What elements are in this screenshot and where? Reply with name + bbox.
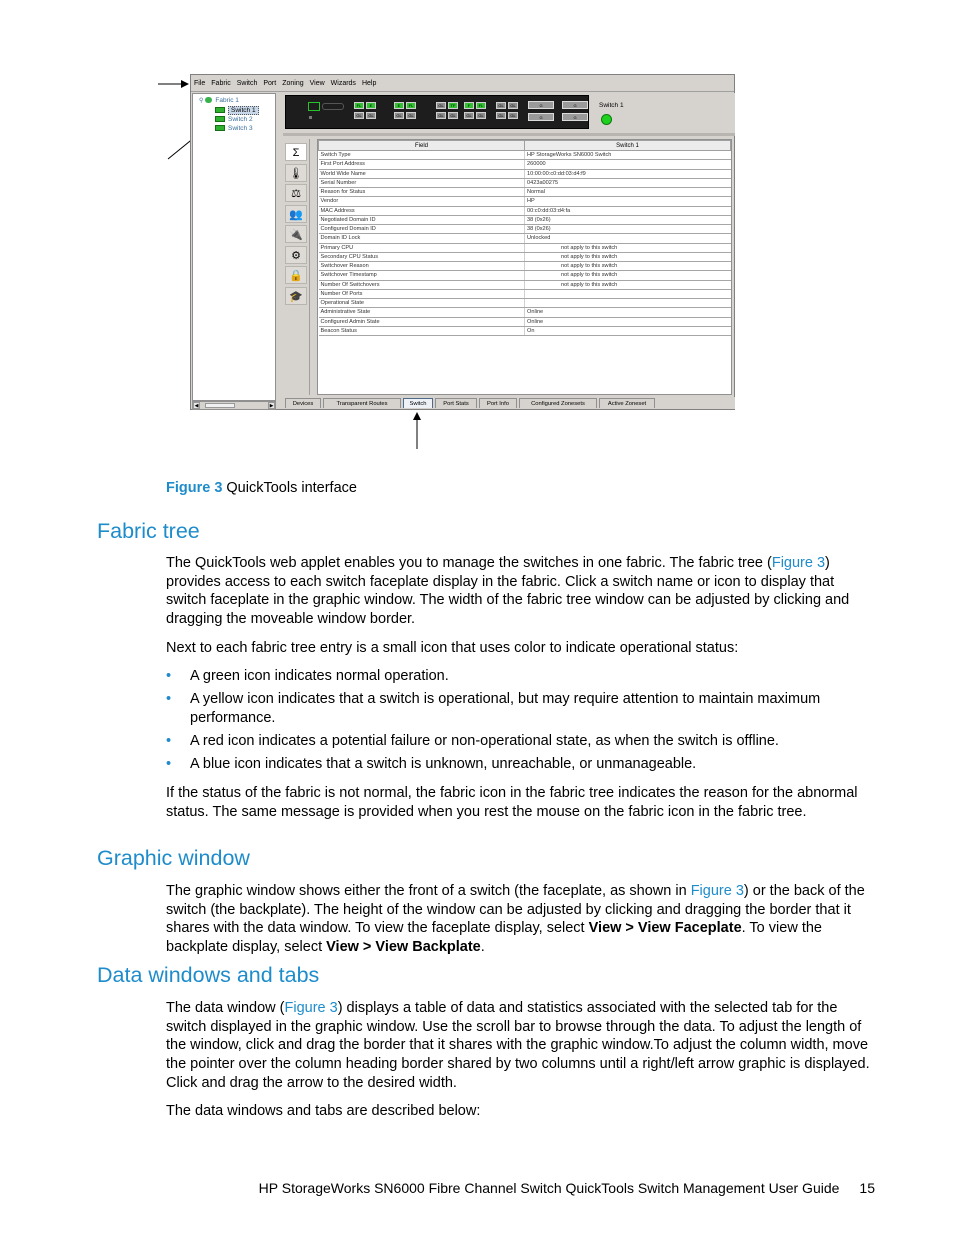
field-name: Vendor — [319, 197, 525, 206]
field-value: 38 (0x26) — [525, 225, 731, 234]
table-row[interactable] — [319, 271, 731, 280]
graphic-window — [283, 93, 735, 136]
field-value: HP StorageWorks SN6000 Switch — [525, 151, 731, 160]
switch-label: Switch 3 — [228, 125, 253, 132]
fabric-label: Fabric 1 — [215, 97, 239, 104]
menu-item-zoning[interactable]: Zoning — [282, 80, 304, 87]
figure-link[interactable]: Figure 3 — [771, 555, 826, 571]
table-row[interactable] — [319, 206, 731, 215]
field-name: Negotiated Domain ID — [319, 215, 525, 224]
table-row[interactable] — [319, 234, 731, 243]
port-bottom-2[interactable]: GL — [394, 112, 404, 119]
tree-switch-3[interactable] — [215, 125, 253, 132]
data-windows-paragraph-1: The data window (Figure 3) displays a table of data and statistics associated with the selected tab for the switch displayed in the graphic window. Use the scroll bar to browse through the data. To adjust the length of the window, click and drag the border that it shares with the graphic window.To adjust the column width, move the pointer over the column heading border shared by two columns until a right/left arrow graphic is displayed. Click and drag the arrow to the desired width. — [166, 1000, 870, 1091]
field-value: On — [525, 326, 731, 335]
table-row[interactable] — [319, 252, 731, 261]
page-footer — [259, 1180, 875, 1196]
port-bottom-5[interactable]: GL — [448, 112, 458, 119]
sfp-port-2[interactable]: G — [528, 113, 554, 121]
table-row[interactable] — [319, 317, 731, 326]
figure-caption — [166, 480, 357, 496]
field-value: 0423a00275 — [525, 178, 731, 187]
table-row[interactable] — [319, 225, 731, 234]
graduation-icon[interactable]: 🎓 — [285, 287, 307, 305]
tab-port-info[interactable]: Port Info — [479, 398, 517, 408]
field-name: Switchover Reason — [319, 262, 525, 271]
switch-faceplate[interactable] — [285, 95, 589, 129]
tab-transparent-routes[interactable]: Transparent Routes — [323, 398, 401, 408]
bullet-icon: • — [166, 756, 172, 773]
field-name: Secondary CPU Status — [319, 252, 525, 261]
port-top-0[interactable]: FL — [354, 102, 364, 109]
port-top-4[interactable]: GL — [436, 102, 446, 109]
network-icon[interactable]: 🔌 — [285, 225, 307, 243]
mgmt-port-icon — [308, 102, 320, 111]
menu-item-wizards[interactable]: Wizards — [330, 80, 356, 87]
port-bottom-7[interactable]: GL — [476, 112, 486, 119]
field-name: First Port Address — [319, 160, 525, 169]
bullet-icon: • — [166, 691, 172, 708]
field-value: Online — [525, 317, 731, 326]
list-item: • A red icon indicates a potential failure or non-operational state, as when the switch is offline. — [166, 733, 779, 750]
figure-link[interactable]: Figure 3 — [690, 883, 744, 899]
menu-path: View > View Backplate — [326, 939, 481, 956]
graphic-window-paragraph: The graphic window shows either the front of a switch (the faceplate, as shown in Figure 3) or the back of the switch (the backplate). The height of the window can be adjusted by clicking and dragging the border that it shares with the data window. To view the faceplate display, select View > View Faceplate. To view the backplate display, select View > View Backplate. — [166, 883, 865, 956]
switch-status-icon — [215, 116, 225, 122]
bullet-icon: • — [166, 733, 172, 750]
figure-3 — [0, 0, 954, 470]
data-icon-bar — [283, 139, 310, 395]
port-bottom-0[interactable]: GL — [354, 112, 364, 119]
tab-port-stats[interactable]: Port Stats — [435, 398, 477, 408]
list-item: • A blue icon indicates that a switch is unknown, unreachable, or unmanageable. — [166, 756, 697, 773]
port-top-6[interactable]: F — [464, 102, 474, 109]
field-name: Administrative State — [319, 308, 525, 317]
menu-path: View > View Faceplate — [588, 920, 742, 937]
fabric-tree-paragraph-2: Next to each fabric tree entry is a small icon that uses color to indicate operational status: — [166, 640, 739, 656]
fan-icon[interactable]: ⚖ — [285, 184, 307, 202]
switch-status-led — [601, 114, 612, 125]
field-value: Unlocked — [525, 234, 731, 243]
port-bottom-1[interactable]: GL — [366, 112, 376, 119]
tree-expand-icon[interactable]: ⚲ — [199, 98, 204, 104]
menu-item-port[interactable]: Port — [263, 80, 277, 87]
tab-bar — [283, 397, 735, 409]
data-window[interactable] — [317, 139, 732, 395]
field-name: Number Of Ports — [319, 289, 525, 298]
table-row[interactable] — [319, 178, 731, 187]
page-number: 15 — [859, 1180, 875, 1196]
field-name: Operational State — [319, 299, 525, 308]
field-value: not apply to this switch — [525, 243, 731, 252]
heading-fabric-tree: Fabric tree — [97, 519, 200, 543]
thermometer-icon[interactable]: 🌡 — [285, 164, 307, 182]
field-name: World Wide Name — [319, 169, 525, 178]
field-value: 260000 — [525, 160, 731, 169]
fabric-tree-paragraph-3: If the status of the fabric is not normal, the fabric icon in the fabric tree indicates the reason for the abnormal status. The same message is provided when you rest the mouse on the fabric icon in the fabric tree. — [166, 785, 858, 820]
field-name: Primary CPU — [319, 243, 525, 252]
table-row[interactable] — [319, 197, 731, 206]
field-name: Configured Domain ID — [319, 225, 525, 234]
port-bottom-8[interactable]: GL — [496, 112, 506, 119]
menu-item-file[interactable]: File — [194, 80, 206, 87]
table-row[interactable] — [319, 169, 731, 178]
scroll-thumb[interactable] — [205, 403, 235, 408]
port-top-1[interactable]: E — [366, 102, 376, 109]
heading-graphic-window: Graphic window — [97, 846, 250, 870]
table-row[interactable] — [319, 308, 731, 317]
menu-item-switch[interactable]: Switch — [236, 80, 258, 87]
field-value: not apply to this switch — [525, 252, 731, 261]
field-name: Configured Admin State — [319, 317, 525, 326]
port-top-5[interactable]: TF — [448, 102, 458, 109]
fabric-tree-paragraph-1: The QuickTools web applet enables you to manage the switches in one fabric. The fabric tree (Figure 3) provides access to each switch faceplate display in the fabric. Click a switch name or icon to display that switch faceplate in the graphic window. The width of the fabric tree window can be adjusted by clicking and dragging the moveable window border. — [166, 555, 850, 628]
scroll-left-icon[interactable]: ◀ — [194, 403, 199, 409]
table-row[interactable] — [319, 299, 731, 308]
tree-switch-2[interactable] — [215, 116, 253, 123]
fabric-tree[interactable] — [192, 93, 276, 401]
port-top-3[interactable]: FL — [406, 102, 416, 109]
menu-item-fabric[interactable]: Fabric — [211, 80, 231, 87]
field-value: 38 (0x26) — [525, 215, 731, 224]
field-name: MAC Address — [319, 206, 525, 215]
table-row[interactable] — [319, 188, 731, 197]
reset-icon — [309, 116, 312, 119]
menu-item-view[interactable]: View — [309, 80, 325, 87]
port-top-7[interactable]: FL — [476, 102, 486, 109]
tab-devices[interactable]: Devices — [285, 398, 321, 408]
table-row[interactable] — [319, 215, 731, 224]
faceplate-switch-label: Switch 1 — [599, 102, 624, 109]
tab-active-zoneset[interactable]: Active Zoneset — [599, 398, 655, 408]
figure-title: QuickTools interface — [226, 480, 357, 496]
fabric-status-icon — [205, 97, 212, 103]
heading-data-windows: Data windows and tabs — [97, 963, 320, 987]
field-value: 10:00:00:c0:dd:03:d4:f9 — [525, 169, 731, 178]
figure-label: Figure 3 — [166, 480, 223, 496]
switch-label: Switch 2 — [228, 116, 253, 123]
lock-icon[interactable]: 🔒 — [285, 266, 307, 284]
menu-bar — [191, 75, 734, 92]
list-item: • A yellow icon indicates that a switch is operational, but may require attention to maintain maximum performance. — [166, 691, 821, 726]
port-bottom-4[interactable]: GL — [436, 112, 446, 119]
sfp-port-1[interactable]: G — [562, 101, 588, 109]
sfp-port-0[interactable]: G — [528, 101, 554, 109]
field-name: Switch Type — [319, 151, 525, 160]
table-row[interactable] — [319, 280, 731, 289]
table-row[interactable] — [319, 243, 731, 252]
tree-scrollbar[interactable] — [192, 401, 276, 410]
switch-status-icon — [215, 125, 225, 131]
scroll-right-icon[interactable]: ▶ — [269, 403, 274, 409]
field-name: Domain ID Lock — [319, 234, 525, 243]
footer-title: HP StorageWorks SN6000 Fibre Channel Switch QuickTools Switch Management User Guide — [258, 1180, 840, 1196]
bullet-icon: • — [166, 668, 172, 684]
table-row[interactable] — [319, 151, 731, 160]
tab-switch[interactable]: Switch — [403, 398, 433, 408]
list-item: • A green icon indicates normal operation. — [166, 668, 449, 684]
field-value: not apply to this switch — [525, 280, 731, 289]
fabric-node[interactable] — [199, 97, 239, 104]
tree-switch-1[interactable] — [215, 107, 259, 114]
field-value: Normal — [525, 188, 731, 197]
field-name: Beacon Status — [319, 326, 525, 335]
table-row[interactable] — [319, 262, 731, 271]
tab-configured-zonesets[interactable]: Configured Zonesets — [519, 398, 597, 408]
gear-icon[interactable]: ⚙ — [285, 246, 307, 264]
port-bottom-3[interactable]: GL — [406, 112, 416, 119]
field-value — [525, 289, 731, 298]
column-header-switch[interactable]: Switch 1 — [525, 141, 731, 151]
port-bottom-6[interactable]: GL — [464, 112, 474, 119]
sigma-icon[interactable]: Σ — [285, 143, 307, 161]
field-value: Online — [525, 308, 731, 317]
users-icon[interactable]: 👥 — [285, 205, 307, 223]
figure-link[interactable]: Figure 3 — [284, 1000, 338, 1016]
status-icon-list — [166, 667, 876, 779]
switch-status-icon — [215, 107, 225, 113]
port-bottom-9[interactable]: GL — [508, 112, 518, 119]
field-name: Serial Number — [319, 178, 525, 187]
switch-label: Switch 1 — [228, 106, 259, 115]
table-row[interactable] — [319, 326, 731, 335]
table-row[interactable] — [319, 160, 731, 169]
column-header-field[interactable]: Field — [319, 141, 525, 151]
menu-item-help[interactable]: Help — [361, 80, 377, 87]
field-name: Switchover Timestamp — [319, 271, 525, 280]
field-value — [525, 299, 731, 308]
field-value: HP — [525, 197, 731, 206]
port-top-8[interactable]: GL — [496, 102, 506, 109]
port-top-2[interactable]: E — [394, 102, 404, 109]
field-name: Number Of Switchovers — [319, 280, 525, 289]
field-value: 00:c0:dd:03:d4:fa — [525, 206, 731, 215]
quicktools-window — [190, 74, 735, 410]
field-name: Reason for Status — [319, 188, 525, 197]
port-top-9[interactable]: GL — [508, 102, 518, 109]
switch-data-table — [318, 140, 731, 336]
field-value: not apply to this switch — [525, 262, 731, 271]
table-row[interactable] — [319, 289, 731, 298]
sfp-port-3[interactable]: G — [562, 113, 588, 121]
data-windows-paragraph-2: The data windows and tabs are described below: — [166, 1103, 481, 1119]
field-value: not apply to this switch — [525, 271, 731, 280]
serial-port-icon — [322, 103, 344, 110]
